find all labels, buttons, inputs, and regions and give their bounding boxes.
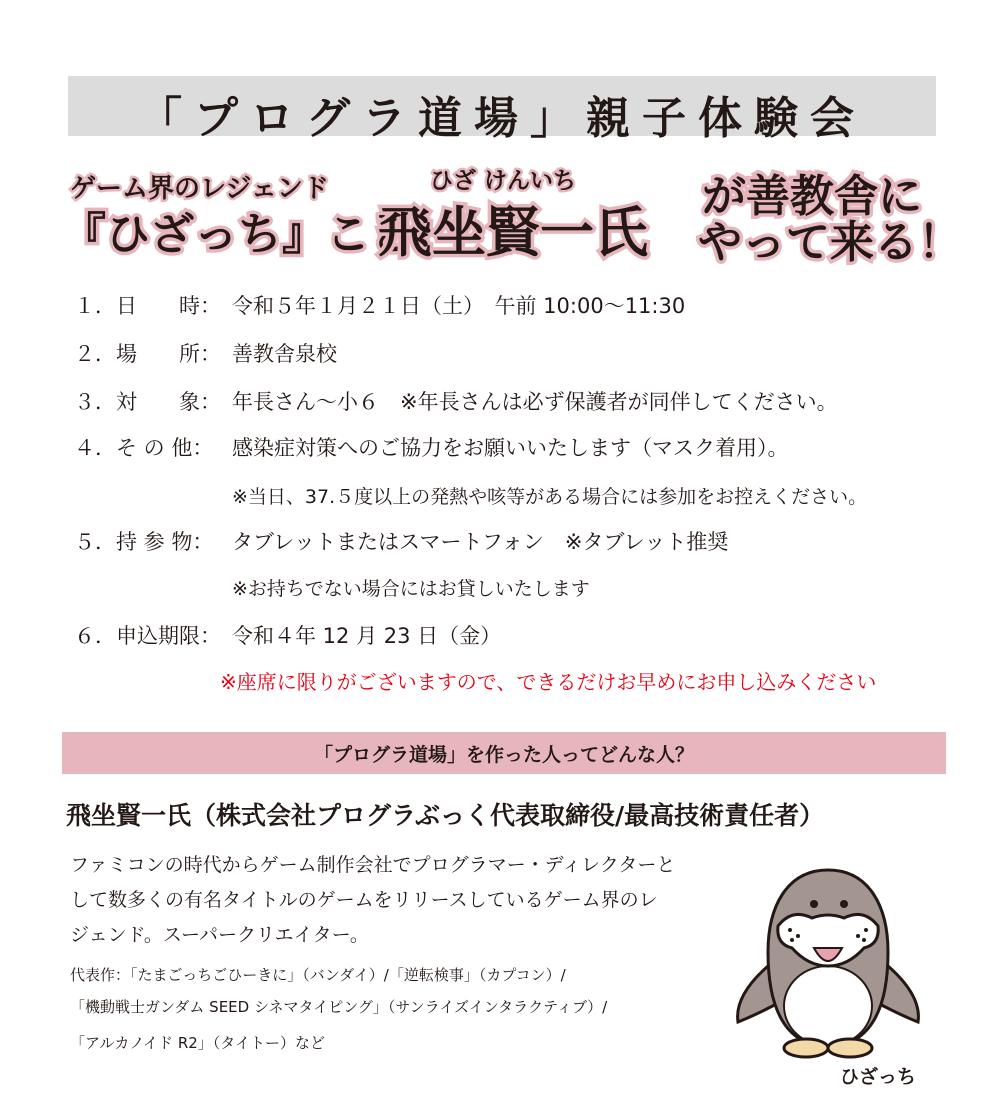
detail-item-other: [74, 432, 789, 462]
headline-name: 飛坐賢一氏: [378, 201, 648, 264]
right-eye: [840, 900, 848, 908]
detail-item-target: [74, 386, 838, 416]
detail-number: ２．: [74, 342, 116, 366]
detail-number: １．: [74, 294, 116, 318]
bio-line: して数多くの有名タイトルのゲームをリリースしているゲーム界のレ: [70, 889, 658, 911]
headline-nickname: 『ひざっち』こと: [62, 209, 414, 260]
detail-value: 令和４年 12 月 23 日（金）: [232, 624, 502, 648]
bio-line: ジェンド。スーパークリエイター。: [70, 924, 369, 946]
section-heading: 「プログラ道場」を作った人ってどんな人？: [313, 744, 694, 766]
works-line: 「機動戦士ガンダム SEED シネマタイピング」（サンライズインタラクティブ）/: [70, 998, 608, 1016]
section-banner: [62, 732, 946, 774]
detail-value: 令和５年１月２１日（土） 午前 10:00〜11:30: [232, 294, 686, 318]
detail-value: 感染症対策へのご協力をお願いいたします（マスク着用）。: [232, 436, 789, 460]
lend-note: ※お持ちでない場合にはお貸しいたします: [232, 578, 590, 600]
detail-label: そ の 他：: [116, 436, 214, 460]
detail-item-deadline: [74, 620, 501, 650]
detail-label: 申込期限：: [116, 624, 221, 648]
detail-number: ４．: [74, 436, 116, 460]
detail-label: 対 象：: [116, 390, 221, 414]
detail-value: 年長さん〜小６ ※年長さんは必ず保護者が同伴してください。: [232, 390, 838, 414]
fever-note: ※当日、37.５度以上の発熱や咳等がある場合には参加をお控えください。: [232, 486, 868, 508]
penguin-mascot-illustration: [728, 856, 928, 1066]
detail-value: タブレットまたはスマートフォン ※タブレット推奨: [232, 530, 729, 554]
detail-number: ６．: [74, 624, 116, 648]
headline-tail-line2: やって来る！: [698, 217, 962, 268]
detail-label: 持 参 物：: [116, 530, 214, 554]
headline-ruby: ひざ けんいち: [430, 168, 577, 194]
mascot-label: ひざっち: [840, 1066, 917, 1088]
penguin-belly: [784, 966, 872, 1046]
page-title: 「プログラ道場」親子体験会: [138, 93, 866, 144]
detail-item-belongings: [74, 526, 728, 556]
detail-label: 場 所：: [116, 342, 221, 366]
detail-item-place: [74, 338, 337, 368]
headline-subtitle: ゲーム界のレジェンド: [70, 174, 329, 204]
detail-value: 善教舎泉校: [232, 342, 337, 366]
detail-number: ５．: [74, 530, 116, 554]
title-banner: [68, 76, 936, 144]
seats-note: ※座席に限りがございますので、できるだけお早めにお申し込みください: [220, 670, 877, 694]
headline-tail-line1: が善教舎に: [702, 171, 922, 222]
right-foot: [828, 1039, 872, 1057]
detail-number: ３．: [74, 390, 116, 414]
detail-label: 日 時：: [116, 294, 221, 318]
detail-item-date: [74, 290, 685, 320]
left-eye: [810, 900, 818, 908]
bio-line: ファミコンの時代からゲーム制作会社でプログラマー・ディレクターと: [70, 854, 676, 876]
profile-name: 飛坐賢一氏（株式会社プログラぶっく代表取締役/最高技術責任者）: [66, 801, 825, 830]
left-foot: [784, 1039, 828, 1057]
works-line: 代表作：「たまごっちごひーきに」（バンダイ）/「逆転検事」（カプコン）/: [70, 966, 566, 984]
works-line: 「アルカノイド R2」（タイトー）など: [70, 1034, 325, 1052]
